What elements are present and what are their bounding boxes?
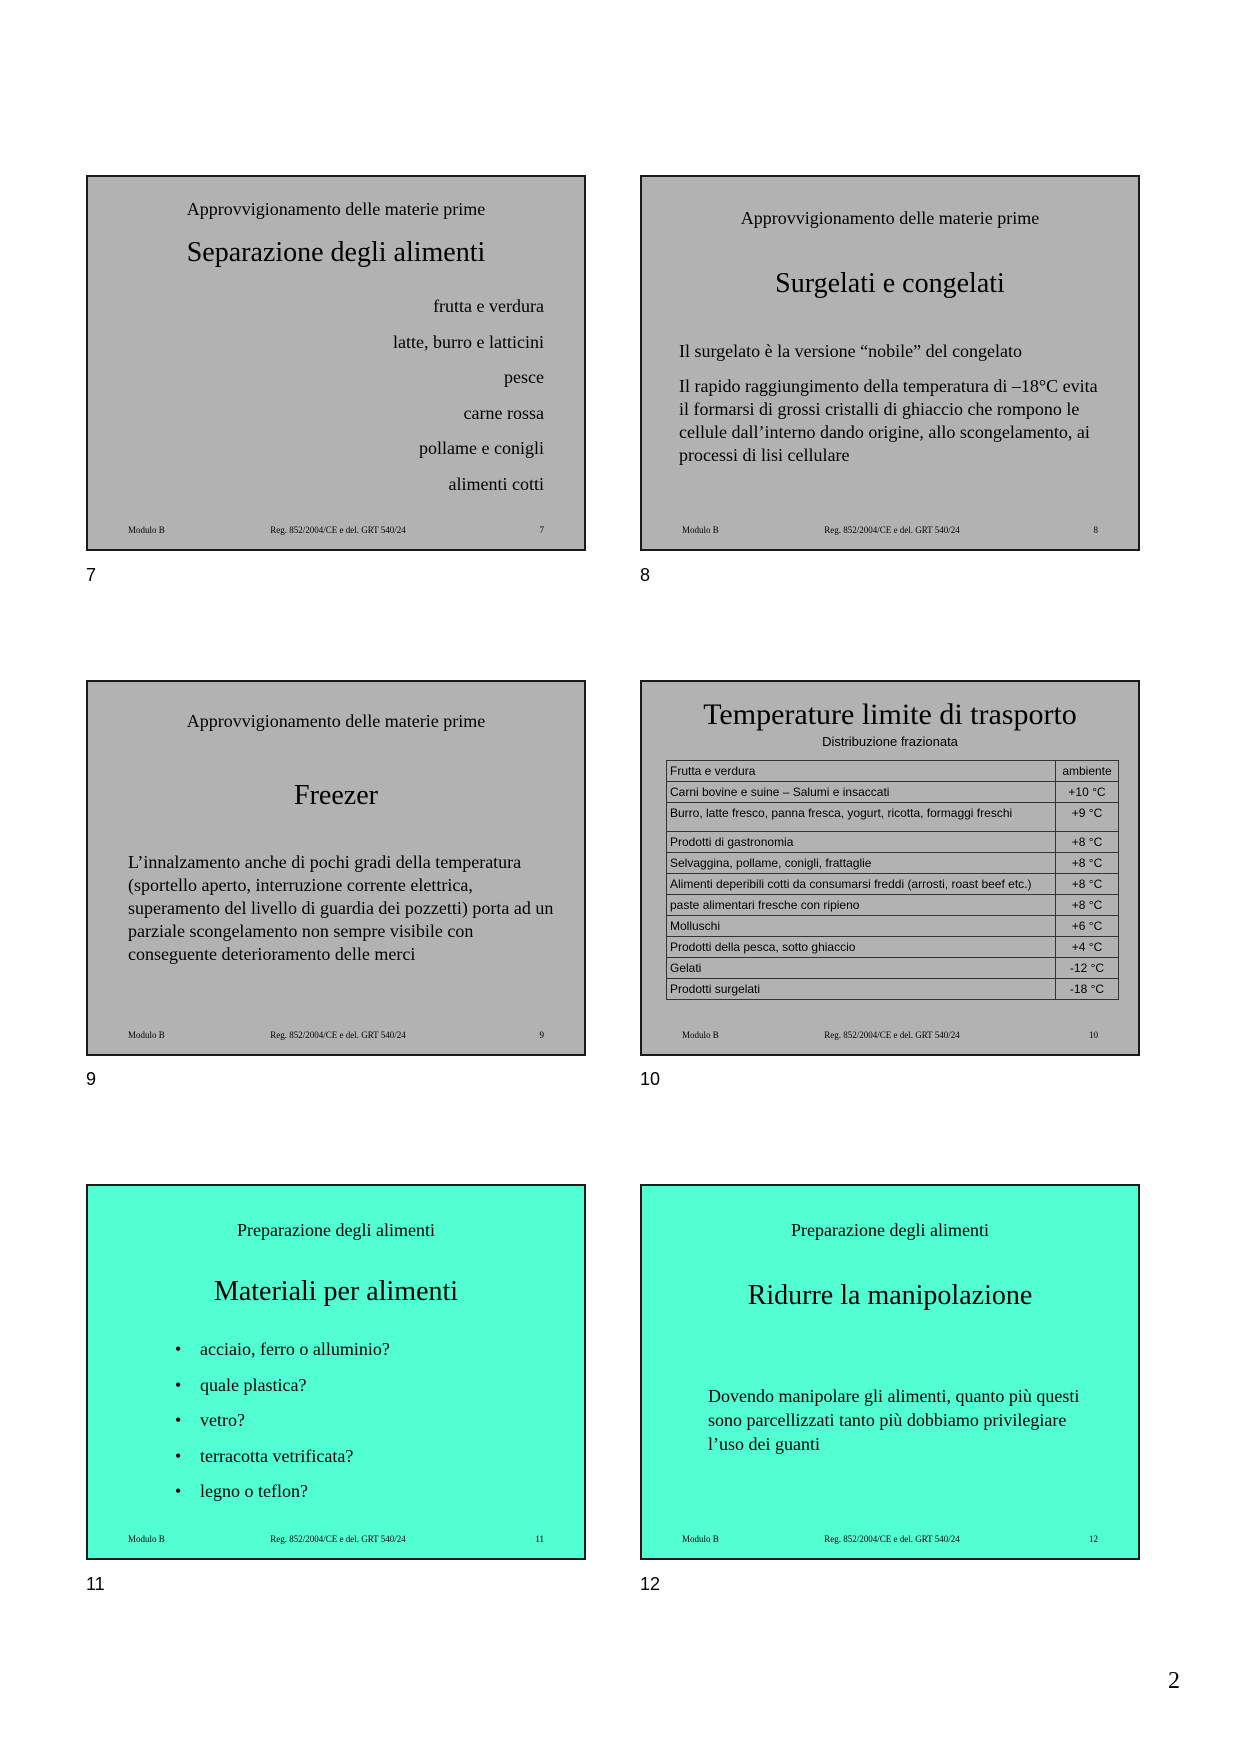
transport-temperature-table [666, 760, 1119, 1000]
list-item: pollame e conigli [419, 438, 544, 458]
slide-title: Freezer [294, 780, 378, 811]
list-item: • terracotta vetrificata? [200, 1439, 390, 1475]
table-row [667, 958, 1119, 979]
slide-subtitle: Approvvigionamento delle materie prime [186, 711, 486, 731]
footer-regulation: Reg. 852/2004/CE e del. GRT 540/24 [824, 1534, 960, 1544]
list-item: alimenti cotti [448, 473, 544, 494]
temperature-cell: +8 °C [1056, 874, 1119, 895]
table-row [667, 874, 1119, 895]
temperature-cell: +10 °C [1056, 782, 1119, 803]
footer-slide-number: 10 [1089, 1030, 1098, 1040]
footer-regulation: Reg. 852/2004/CE e del. GRT 540/24 [270, 1030, 406, 1040]
temperature-cell: +8 °C [1056, 853, 1119, 874]
table-row [667, 853, 1119, 874]
product-cell: Selvaggina, pollame, conigli, frattaglie [667, 853, 1056, 874]
footer-regulation: Reg. 852/2004/CE e del. GRT 540/24 [824, 1030, 960, 1040]
product-cell: Alimenti deperibili cotti da consumarsi freddi (arrosti, roast beef etc.) [667, 874, 1056, 895]
page-number: 2 [1168, 1668, 1180, 1694]
footer-slide-number: 7 [539, 525, 544, 535]
list-item: • quale plastica? [200, 1368, 390, 1404]
temperature-cell: +6 °C [1056, 916, 1119, 937]
temperature-cell: +8 °C [1056, 895, 1119, 916]
footer-module: Modulo B [128, 1534, 165, 1544]
slide-number-label: 10 [640, 1069, 661, 1089]
product-cell: Prodotti surgelati [667, 979, 1056, 1000]
footer-module: Modulo B [128, 1030, 165, 1040]
slide-10 [640, 680, 1140, 1056]
bullet-list [200, 1332, 390, 1510]
list-item: latte, burro e latticini [393, 331, 544, 352]
footer-slide-number: 8 [1093, 525, 1098, 535]
table-row [667, 761, 1119, 782]
slide-subtitle: Distribuzione frazionata [822, 734, 958, 749]
table-row [667, 803, 1119, 832]
list-item: • legno o teflon? [200, 1474, 390, 1510]
list-item: carne rossa [463, 402, 544, 423]
product-cell: Prodotti della pesca, sotto ghiaccio [667, 937, 1056, 958]
list-item: • acciaio, ferro o alluminio? [200, 1332, 390, 1368]
food-list [393, 289, 544, 502]
slide-paragraph: Il rapido raggiungimento della temperatura di –18°C evita il formarsi di grossi cristalli di ghiaccio che rompono le cellule dall’interno dando origine, allo scongelamento, ai processi di lisi cellulare [679, 376, 1098, 465]
list-item: frutta e verdura [433, 296, 544, 316]
table-row [667, 895, 1119, 916]
slide-12 [640, 1184, 1140, 1560]
list-item: • vetro? [200, 1403, 390, 1439]
product-cell: Gelati [667, 958, 1056, 979]
table-row [667, 782, 1119, 803]
footer-slide-number: 12 [1089, 1534, 1098, 1544]
product-cell: Carni bovine e suine – Salumi e insaccati [667, 782, 1056, 803]
slide-title: Ridurre la manipolazione [747, 1280, 1033, 1311]
footer-module: Modulo B [128, 525, 165, 535]
product-cell: Burro, latte fresco, panna fresca, yogurt, ricotta, formaggi freschi [667, 803, 1056, 832]
slide-11 [86, 1184, 586, 1560]
product-cell: Molluschi [667, 916, 1056, 937]
table-row [667, 832, 1119, 853]
slide-7 [86, 175, 586, 551]
slide-number-label: 9 [86, 1069, 97, 1089]
footer-slide-number: 11 [535, 1534, 544, 1544]
footer-regulation: Reg. 852/2004/CE e del. GRT 540/24 [824, 525, 960, 535]
temperature-cell: -12 °C [1056, 958, 1119, 979]
slide-subtitle: Preparazione degli alimenti [237, 1220, 435, 1240]
footer-regulation: Reg. 852/2004/CE e del. GRT 540/24 [270, 1534, 406, 1544]
product-cell: Prodotti di gastronomia [667, 832, 1056, 853]
slide-title: Materiali per alimenti [213, 1276, 459, 1307]
temperature-cell: +4 °C [1056, 937, 1119, 958]
slide-subtitle: Approvvigionamento delle materie prime [186, 199, 486, 219]
temperature-cell: +8 °C [1056, 832, 1119, 853]
table-row [667, 979, 1119, 1000]
slide-paragraph: L’innalzamento anche di pochi gradi della temperatura (sportello aperto, interruzione corrente elettrica, superamento del livello di guardia dei pozzetti) porta ad un parziale scongelamento non sempre visibile con conseguente deterioramento delle merci [128, 852, 554, 964]
footer-module: Modulo B [682, 525, 719, 535]
footer-module: Modulo B [682, 1534, 719, 1544]
slide-subtitle: Approvvigionamento delle materie prime [740, 208, 1040, 228]
table-row [667, 937, 1119, 958]
temperature-cell: +9 °C [1056, 803, 1119, 832]
footer-regulation: Reg. 852/2004/CE e del. GRT 540/24 [270, 525, 406, 535]
temperature-cell: ambiente [1056, 761, 1119, 782]
slide-number-label: 12 [640, 1574, 661, 1594]
list-item: pesce [504, 367, 544, 387]
slide-subtitle: Preparazione degli alimenti [791, 1220, 989, 1240]
slide-title: Separazione degli alimenti [186, 237, 486, 268]
product-cell: paste alimentari fresche con ripieno [667, 895, 1056, 916]
slide-9 [86, 680, 586, 1056]
table-row [667, 916, 1119, 937]
slide-title: Temperature limite di trasporto [703, 698, 1077, 731]
slide-8 [640, 175, 1140, 551]
product-cell: Frutta e verdura [667, 761, 1056, 782]
slide-number-label: 11 [86, 1574, 105, 1594]
footer-slide-number: 9 [539, 1030, 544, 1040]
footer-module: Modulo B [682, 1030, 719, 1040]
slide-paragraph: Dovendo manipolare gli alimenti, quanto più questi sono parcellizzati tanto più dobbiamo privilegiare l’uso dei guanti [708, 1386, 1080, 1454]
slide-number-label: 8 [640, 565, 651, 585]
slide-title: Surgelati e congelati [775, 268, 1005, 299]
slide-number-label: 7 [86, 565, 97, 585]
slide-paragraph: Il surgelato è la versione “nobile” del congelato [679, 341, 1023, 361]
temperature-cell: -18 °C [1056, 979, 1119, 1000]
